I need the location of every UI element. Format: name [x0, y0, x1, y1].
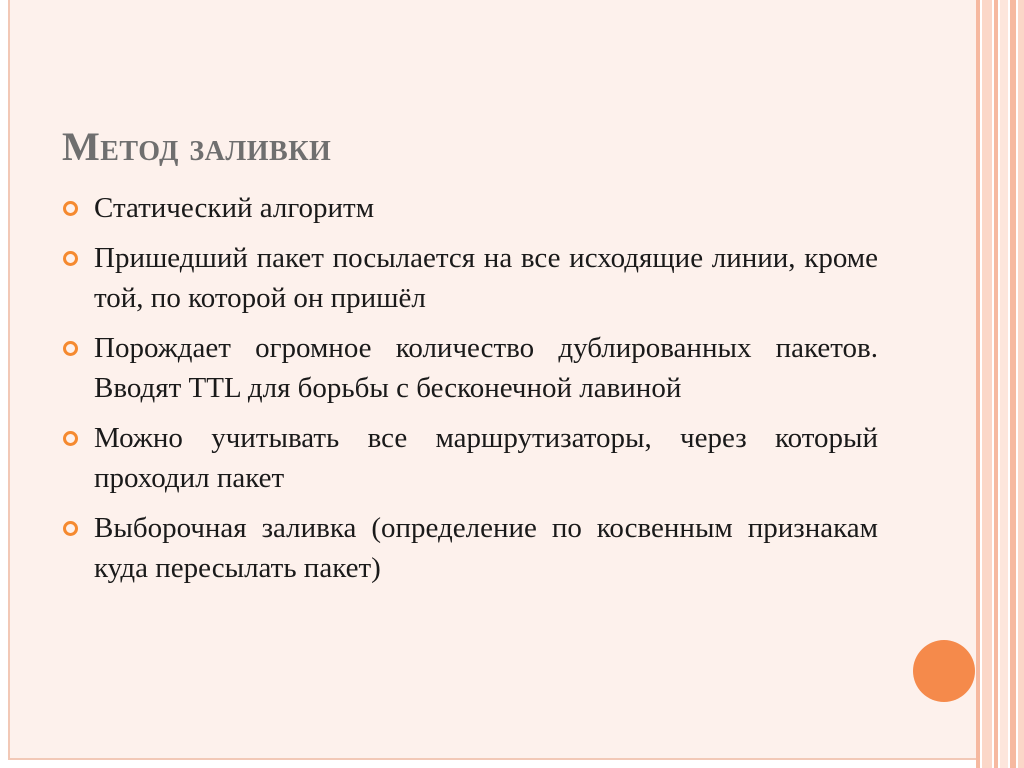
bullet-ring-icon	[63, 201, 78, 216]
bullet-text: Пришедший пакет посылается на все исходящие линии, кроме той, по которой он пришёл	[94, 242, 878, 314]
bullet-list	[62, 188, 878, 588]
stripe	[994, 0, 998, 768]
orange-circle-icon	[913, 640, 975, 702]
slide-content	[62, 188, 878, 598]
right-stripes-decoration	[976, 0, 1024, 768]
stripe	[1000, 0, 1008, 768]
bullet-ring-icon	[63, 251, 78, 266]
bullet-item	[62, 418, 878, 498]
bullet-text: Статический алгоритм	[94, 192, 375, 224]
bullet-text: Порождает огромное количество дублированных пакетов. Вводят TTL для борьбы с бесконечной лавиной	[94, 332, 878, 404]
bullet-text: Выборочная заливка (определение по косвенным признакам куда пересылать пакет)	[94, 512, 878, 584]
bullet-ring-icon	[63, 431, 78, 446]
stripe	[982, 0, 992, 768]
bullet-item	[62, 188, 878, 228]
stripe	[1018, 0, 1024, 768]
stripe	[976, 0, 980, 768]
bullet-text: Можно учитывать все маршрутизаторы, через который проходил пакет	[94, 422, 878, 494]
bullet-item	[62, 508, 878, 588]
stripe	[1010, 0, 1016, 768]
bullet-ring-icon	[63, 521, 78, 536]
bullet-ring-icon	[63, 341, 78, 356]
bullet-item	[62, 328, 878, 408]
bullet-item	[62, 238, 878, 318]
slide-title: Метод заливки	[62, 123, 332, 169]
